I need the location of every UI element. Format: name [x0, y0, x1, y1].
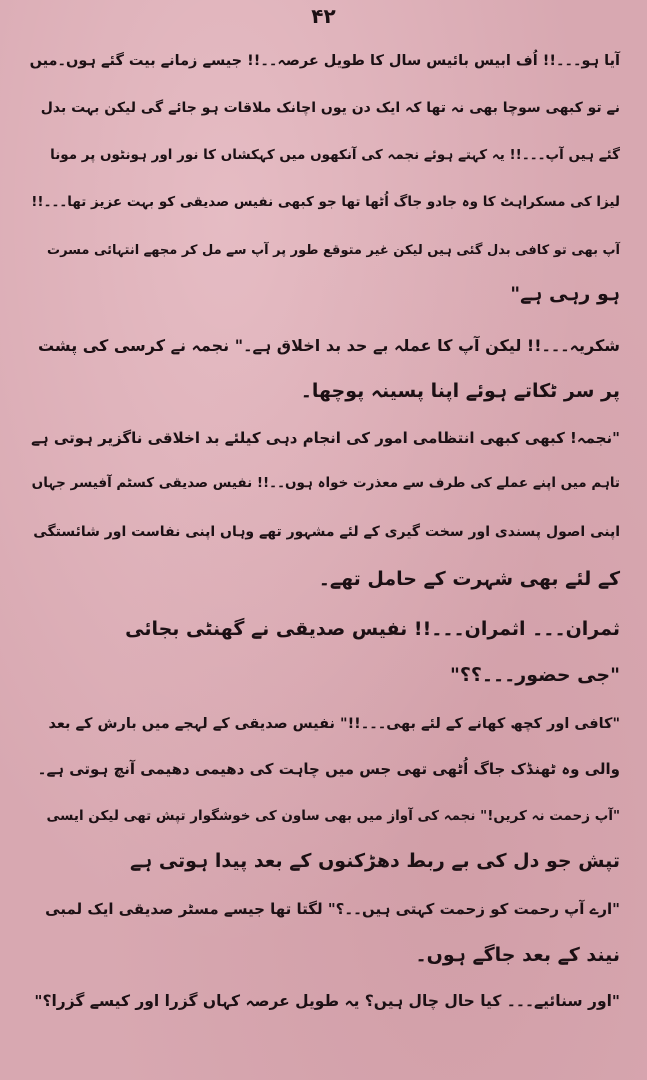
text-line: نے تو کبھی سوچا بھی نہ تھا کہ ایک دن یوں اچانک ملاقات ہو جائے گی لیکن بہت بدل	[40, 100, 620, 116]
text-line: "کافی اور کچھ کھانے کے لئے بھی۔۔۔!!" نفیس صدیقی کے لہجے میں بارش کے بعد	[48, 716, 620, 732]
text-line: شکریہ۔۔۔!! لیکن آپ کا عملہ بے حد بد اخلاق ہے۔" نجمہ نے کرسی کی پشت	[37, 336, 620, 355]
text-line: کے لئے بھی شہرت کے حامل تھے۔	[318, 568, 620, 590]
text-line: اپنی اصول پسندی اور سخت گیری کے لئے مشہور تھے وہاں اپنی نفاست اور شائستگی	[33, 524, 620, 540]
text-line: پر سر ٹکاتے ہوئے اپنا پسینہ پوچھا۔	[300, 380, 620, 402]
text-line: تاہم میں اپنے عملے کی طرف سے معذرت خواہ ہوں۔۔!! نفیس صدیقی کسٹم آفیسر جہاں	[31, 475, 620, 491]
text-line: "آپ زحمت نہ کریں!" نجمہ کی آواز میں بھی ساون کی خوشگوار تپش تھی لیکن ایسی	[46, 808, 620, 824]
text-line: آیا ہو۔۔۔!! اُف ابیس بائیس سال کا طویل عرصہ۔۔!! جیسے زمانے بیت گئے ہوں۔میں	[29, 53, 620, 69]
text-line: "نجمہ! کبھی کبھی انتظامی امور کی انجام دہی کیلئے بد اخلاقی ناگزیر ہوتی ہے	[31, 429, 620, 447]
text-line: تپش جو دل کی بے ربط دھڑکنوں کے بعد پیدا ہوتی ہے	[129, 850, 620, 872]
text-line: "جی حضور۔۔۔؟؟"	[449, 664, 620, 686]
text-line: نیند کے بعد جاگے ہوں۔	[415, 944, 620, 966]
text-line: ہو رہی ہے"	[510, 283, 620, 305]
page-number: ۴۲	[311, 4, 336, 28]
text-line: "ارے آپ رحمت کو زحمت کہتی ہیں۔۔؟" لگتا تھا جیسے مسٹر صدیقی ایک لمبی	[45, 900, 620, 918]
text-line: "اور سنائیے۔۔۔ کیا حال چال ہیں؟ یہ طویل عرصہ کہاں گزرا اور کیسے گزرا؟"	[34, 992, 620, 1010]
text-line: گئے ہیں آپ۔۔۔!! یہ کہتے ہوئے نجمہ کی آنکھوں میں کہکشاں کا نور اور ہونٹوں پر مونا	[50, 147, 620, 163]
text-line: ثمران۔۔۔ اثمران۔۔۔!! نفیس صدیقی نے گھنٹی بجائی	[125, 618, 620, 640]
text-line: لیزا کی مسکراہٹ کا وہ جادو جاگ اُٹھا تھا جو کبھی نفیس صدیقی کو بہت عزیز تھا۔۔۔!!	[31, 194, 620, 210]
text-line: آپ بھی تو کافی بدل گئی ہیں لیکن غیر متوقع طور پر آپ سے مل کر مجھے انتہائی مسرت	[47, 243, 620, 258]
text-line: والی وہ ٹھنڈک جاگ اُٹھی تھی جس میں چاہت کی دھیمی دھیمی آنچ ہوتی ہے۔	[37, 760, 620, 778]
